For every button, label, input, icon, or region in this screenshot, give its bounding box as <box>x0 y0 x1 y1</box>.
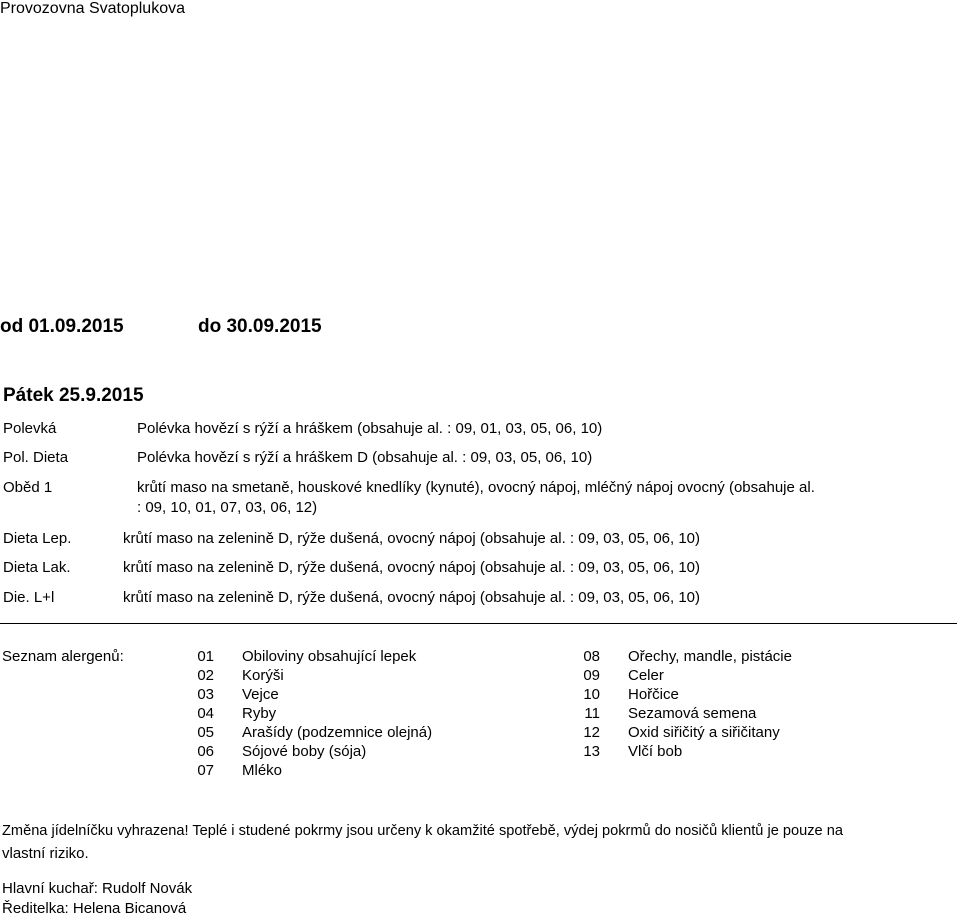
allergen-name: Celer <box>628 667 664 684</box>
allergen-number: 13 <box>583 743 600 760</box>
allergen-heading: Seznam alergenů: <box>2 648 124 665</box>
allergen-number: 04 <box>197 705 214 722</box>
allergen-number: 01 <box>197 648 214 665</box>
allergen-name: Obiloviny obsahující lepek <box>242 648 417 665</box>
allergen-name: Korýši <box>242 667 284 684</box>
menu-item-soup: Polévka hovězí s rýží a hráškem (obsahuje al. : 09, 01, 03, 05, 06, 10) <box>137 420 603 437</box>
allergen-number: 07 <box>197 762 214 779</box>
allergen-number: 09 <box>583 667 600 684</box>
allergen-name: Ořechy, mandle, pistácie <box>628 648 792 665</box>
menu-item-lunch-1-allergens: : 09, 10, 01, 07, 03, 06, 12) <box>137 499 318 516</box>
allergen-name: Arašídy (podzemnice olejná) <box>242 724 433 741</box>
notice-line-2: vlastní riziko. <box>2 845 89 862</box>
notice-line-1: Změna jídelníčku vyhrazena! Teplé i studené pokrmy jsou určeny k okamžité spotřebě, výdej pokrmů do nosičů klientů je pouze na <box>2 823 843 839</box>
menu-label-diet-lep: Dieta Lep. <box>3 530 72 547</box>
menu-item-diet-lak: krůtí maso na zelenině D, rýže dušená, ovocný nápoj (obsahuje al. : 09, 03, 05, 06, 10) <box>123 559 701 576</box>
day-title: Pátek 25.9.2015 <box>3 385 144 406</box>
menu-label-diet-ll: Die. L+l <box>3 589 55 606</box>
menu-item-lunch-1: krůtí maso na smetaně, houskové knedlíky (kynuté), ovocný nápoj, mléčný nápoj ovocný (obsahuje al. <box>137 479 815 496</box>
head-chef: Hlavní kuchař: Rudolf Novák <box>2 880 193 897</box>
allergen-number: 10 <box>583 686 600 703</box>
allergen-number: 11 <box>584 705 600 722</box>
director: Ředitelka: Helena Bicanová <box>2 900 187 917</box>
menu-item-soup-diet: Polévka hovězí s rýží a hráškem D (obsahuje al. : 09, 03, 05, 06, 10) <box>137 449 593 466</box>
menu-item-diet-ll: krůtí maso na zelenině D, rýže dušená, ovocný nápoj (obsahuje al. : 09, 03, 05, 06, 10) <box>123 589 701 606</box>
allergen-number: 03 <box>197 686 214 703</box>
divider <box>0 623 957 624</box>
allergen-number: 02 <box>197 667 214 684</box>
allergen-name: Ryby <box>242 705 277 722</box>
allergen-name: Hořčice <box>628 686 679 703</box>
menu-label-diet-lak: Dieta Lak. <box>3 559 71 576</box>
allergen-name: Mléko <box>242 762 283 779</box>
menu-label-lunch-1: Oběd 1 <box>3 479 53 496</box>
allergen-number: 12 <box>583 724 600 741</box>
allergen-name: Sezamová semena <box>628 705 757 722</box>
allergen-name: Vejce <box>242 686 279 703</box>
period-to: do 30.09.2015 <box>198 316 322 337</box>
period-from: od 01.09.2015 <box>0 316 124 337</box>
allergen-number: 05 <box>197 724 214 741</box>
establishment-name: Provozovna Svatoplukova <box>0 0 185 17</box>
allergen-name: Sójové boby (sója) <box>242 743 367 760</box>
menu-label-soup-diet: Pol. Dieta <box>3 449 69 466</box>
allergen-number: 06 <box>197 743 214 760</box>
menu-label-soup: Polevká <box>3 420 57 437</box>
allergen-name: Vlčí bob <box>628 743 683 760</box>
menu-item-diet-lep: krůtí maso na zelenině D, rýže dušená, ovocný nápoj (obsahuje al. : 09, 03, 05, 06, 10) <box>123 530 701 547</box>
allergen-name: Oxid siřičitý a siřičitany <box>628 724 780 741</box>
allergen-number: 08 <box>583 648 600 665</box>
